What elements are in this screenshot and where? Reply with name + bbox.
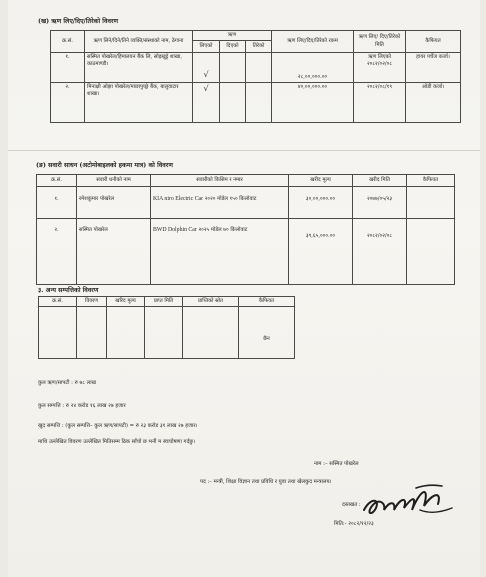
cell-date: २०८२/०२/०८ [353, 219, 407, 285]
cell-price: ३९,६५,०००.०० [289, 219, 353, 285]
col-sn: क्र.सं. [37, 175, 77, 187]
cell-date: ऋण लिएको २०८२/०२/०८ [354, 53, 406, 83]
cell-sn: २. [51, 83, 85, 123]
table-row [51, 83, 461, 123]
declarant-post: पद :– मन्त्री, शिक्षा विज्ञान तथा प्रविधि र युवा तथा खेलकुद मन्त्रालय। [200, 479, 332, 485]
loan-table [50, 30, 461, 123]
col-amount: ऋण लिए/दिए/तिरेको रकम [272, 31, 354, 53]
cell-taken-check: √ [193, 53, 220, 83]
vehicle-section-heading: (ङ) सवारी साधन (अटोमोबाइलको हकमा मात्र) को विवरण [36, 162, 173, 169]
cell-remarks: छैन [239, 307, 295, 359]
signature-label: दस्तखत : [342, 502, 361, 508]
col-paid: तिरेको [246, 41, 272, 53]
col-vehicle-type: सवारीको किसिम र नम्बर [151, 175, 289, 187]
cell-paid [246, 83, 272, 123]
cell-details [77, 307, 107, 359]
col-sn: क्र.सं. [39, 297, 77, 307]
page-fold [8, 150, 480, 151]
loan-section-heading: (ख) ऋण लिए/दिए/तिरेको विवरण [38, 18, 119, 25]
cell-owner: रमेशकुमार पोखरेल [77, 187, 151, 219]
cell-amount: २८,००,०००.०० [272, 53, 354, 83]
col-loan-group: ऋण [193, 31, 272, 41]
col-sn: क्र.सं. [51, 31, 85, 53]
col-purchase-price: खरिद मूल्य [107, 297, 145, 307]
cell-purchase-price [107, 307, 145, 359]
cell-date: २०७७/०५/२३ [353, 187, 407, 219]
cell-remarks [407, 219, 455, 285]
cell-given [220, 53, 246, 83]
cell-date: २०८२/०८/१९ [354, 83, 406, 123]
vehicle-model-detail: २०२० मोडेल १५० किलोवाट [204, 196, 257, 202]
total-loan-line: कुल ऋण/सापटी : रु ७८ लाख [38, 380, 96, 386]
col-remarks: कैफियत [406, 31, 461, 53]
col-date: ऋण लिए/ दिए/तिरेको मिति [354, 31, 406, 53]
cell-paid [246, 53, 272, 83]
cell-sn: १. [37, 187, 77, 219]
cell-sn [39, 307, 77, 359]
cell-given [220, 83, 246, 123]
declarant-name: नाम :– सस्मित पोखरेल [314, 461, 359, 467]
cell-vehicle-type [151, 187, 289, 219]
table-row [37, 219, 455, 285]
col-remarks: कैफियत [407, 175, 455, 187]
vehicle-model-latin: KIA niro Electric Car [153, 196, 204, 202]
cell-acquired-date [145, 307, 183, 359]
col-price: खरीद मूल्य [289, 175, 353, 187]
cell-remarks [407, 187, 455, 219]
vehicle-model-detail: २०२५ मोडेल ७० किलोवाट [198, 227, 248, 233]
other-assets-heading: ३. अन्य सम्पत्तिको विवरण [38, 287, 99, 294]
col-given: दिएको [220, 41, 246, 53]
col-taken: लिएको [193, 41, 220, 53]
col-details: विवरण [77, 297, 107, 307]
signature-date: मिति:- २०८२/१२/२३ [334, 521, 374, 527]
table-row [51, 53, 461, 83]
handwritten-signature [360, 480, 456, 524]
vehicle-table [36, 174, 455, 285]
cell-sn: १. [51, 53, 85, 83]
col-source: प्राप्तिको स्रोत [183, 297, 239, 307]
table-row [39, 307, 295, 359]
cell-remarks: हायर पर्चेज कर्जा। [406, 53, 461, 83]
cell-source [183, 307, 239, 359]
cell-party: मिनाक्षी ओझा पोखरेल/माछापुच्छ्रे बैंक, बालुवाटार शाखा। [85, 83, 193, 123]
col-date: खरीद मिति [353, 175, 407, 187]
cell-vehicle-type [151, 219, 289, 285]
cell-owner: सस्मित पोखरेल [77, 219, 151, 285]
cell-remarks: ओडी कर्जा। [406, 83, 461, 123]
net-assets-line: खुद सम्पत्ति : (कुल सम्पत्ति– कुल ऋण/सापटी) = रु २३ करोड ३१ लाख २७ हजार। [38, 423, 198, 429]
col-party: ऋण लिने/दिने/तिने व्यक्ति/संस्थाको नाम, ठेगाना [85, 31, 193, 53]
col-remarks: कैफियत [239, 297, 295, 307]
declaration-line: माथि उल्लेखित विवरण उल्लेखित मितिसम्म ठिक साँचो छ भनी म स्वःघोषणा गर्दछु। [38, 439, 196, 445]
other-assets-table [38, 296, 295, 359]
cell-amount: ४०,००,०००.०० [272, 83, 354, 123]
col-owner: सवारी धनीको नाम [77, 175, 151, 187]
col-acquired-date: प्राप्त मिति [145, 297, 183, 307]
cell-sn: २. [37, 219, 77, 285]
total-assets-line: कुल सम्पत्ति : रु २४ करोड १६ लाख २७ हजार [38, 403, 126, 409]
table-row [37, 187, 455, 219]
document-page [8, 0, 480, 577]
cell-party: सस्मित पोखरेल/हिमालयन बैंक लि, सोह्रखुट्टे शाखा, काठमाण्डौ। [85, 53, 193, 83]
cell-taken-check: √ [193, 83, 220, 123]
vehicle-model-latin: BWD Dolphin Car [153, 227, 197, 233]
cell-price: ३०,००,०००.०० [289, 187, 353, 219]
